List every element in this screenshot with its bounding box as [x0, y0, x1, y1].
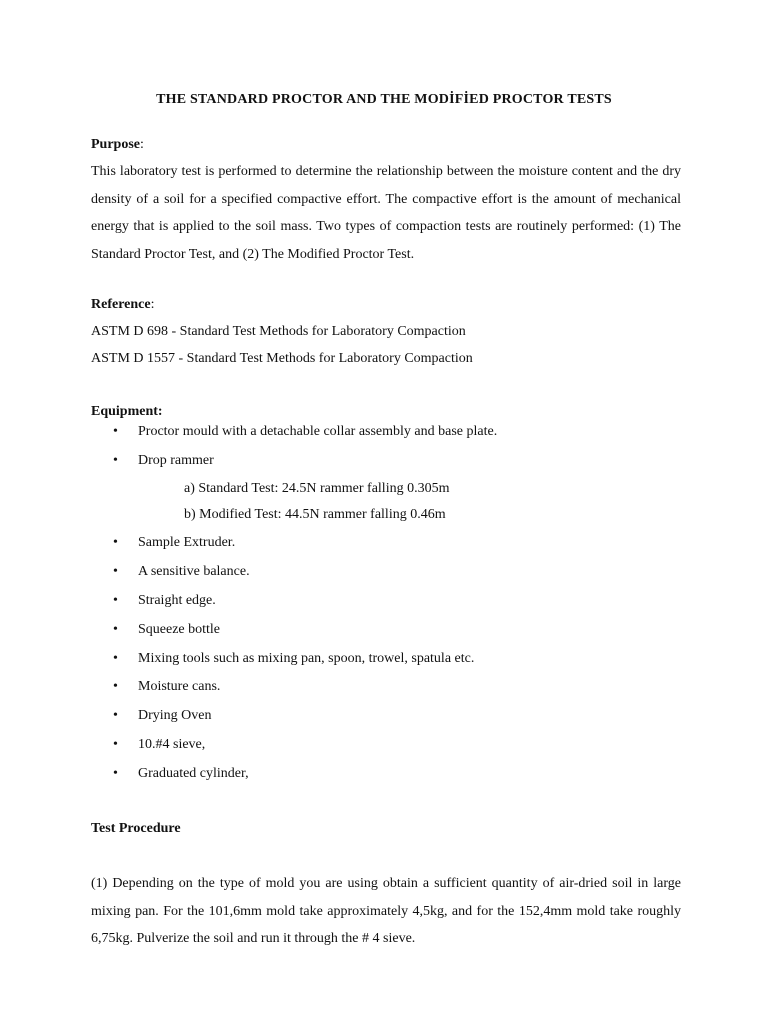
purpose-paragraph: This laboratory test is performed to determine the relationship between the moisture content and the dry density of a soil for a specified compactive effort. The compactive effort is the amount of mechanical energy that is applied to the soil mass. Two types of compaction tests are routinely performed: (1) The Standard Proctor Test, and (2) The Modified Proctor Test. — [91, 164, 681, 262]
reference-heading-text: Reference — [91, 297, 151, 312]
bullet-icon: • — [113, 453, 118, 468]
bullet-icon: • — [113, 564, 118, 579]
equipment-item: A sensitive balance. — [138, 564, 250, 579]
reference-item: ASTM D 1557 - Standard Test Methods for Laboratory Compaction — [91, 351, 473, 366]
bullet-icon: • — [113, 679, 118, 694]
equipment-item: Sample Extruder. — [138, 535, 236, 550]
equipment-item: Straight edge. — [138, 593, 216, 608]
reference-item: ASTM D 698 - Standard Test Methods for Laboratory Compaction — [91, 324, 466, 339]
purpose-heading — [91, 137, 144, 153]
bullet-icon: • — [113, 766, 118, 781]
reference-colon: : — [150, 297, 155, 312]
equipment-item: Proctor mould with a detachable collar assembly and base plate. — [138, 424, 498, 439]
bullet-icon: • — [113, 651, 118, 666]
procedure-step-1: (1) Depending on the type of mold you are using obtain a sufficient quantity of air-dried soil in large mixing pan. For the 101,6mm mold take approximately 4,5kg, and for the 152,4mm mold take roughly 6,75kg. Pulverize the soil and run it through the # 4 sieve. — [91, 876, 681, 947]
bullet-icon: • — [113, 593, 118, 608]
procedure-heading: Test Procedure — [91, 821, 181, 836]
purpose-heading-text: Purpose — [91, 137, 140, 152]
equipment-item: Drop rammer — [138, 453, 214, 468]
equipment-item: Moisture cans. — [138, 679, 221, 694]
bullet-icon: • — [113, 708, 118, 723]
bullet-icon: • — [113, 737, 118, 752]
equipment-item: Mixing tools such as mixing pan, spoon, trowel, spatula etc. — [138, 651, 475, 666]
reference-heading — [91, 297, 154, 313]
bullet-icon: • — [113, 535, 118, 550]
equipment-item: Graduated cylinder, — [138, 766, 249, 781]
purpose-colon: : — [140, 137, 144, 152]
equipment-item: Squeeze bottle — [138, 622, 221, 637]
equipment-sub-item: a) Standard Test: 24.5N rammer falling 0.305m — [184, 481, 450, 496]
equipment-item: Drying Oven — [138, 708, 212, 723]
bullet-icon: • — [113, 424, 118, 439]
equipment-heading: Equipment: — [91, 404, 163, 419]
document-title: THE STANDARD PROCTOR AND THE MODİFİED PROCTOR TESTS — [156, 92, 612, 107]
equipment-sub-item: b) Modified Test: 44.5N rammer falling 0.46m — [184, 507, 446, 522]
bullet-icon: • — [113, 622, 118, 637]
equipment-item: 10.#4 sieve, — [138, 737, 206, 752]
